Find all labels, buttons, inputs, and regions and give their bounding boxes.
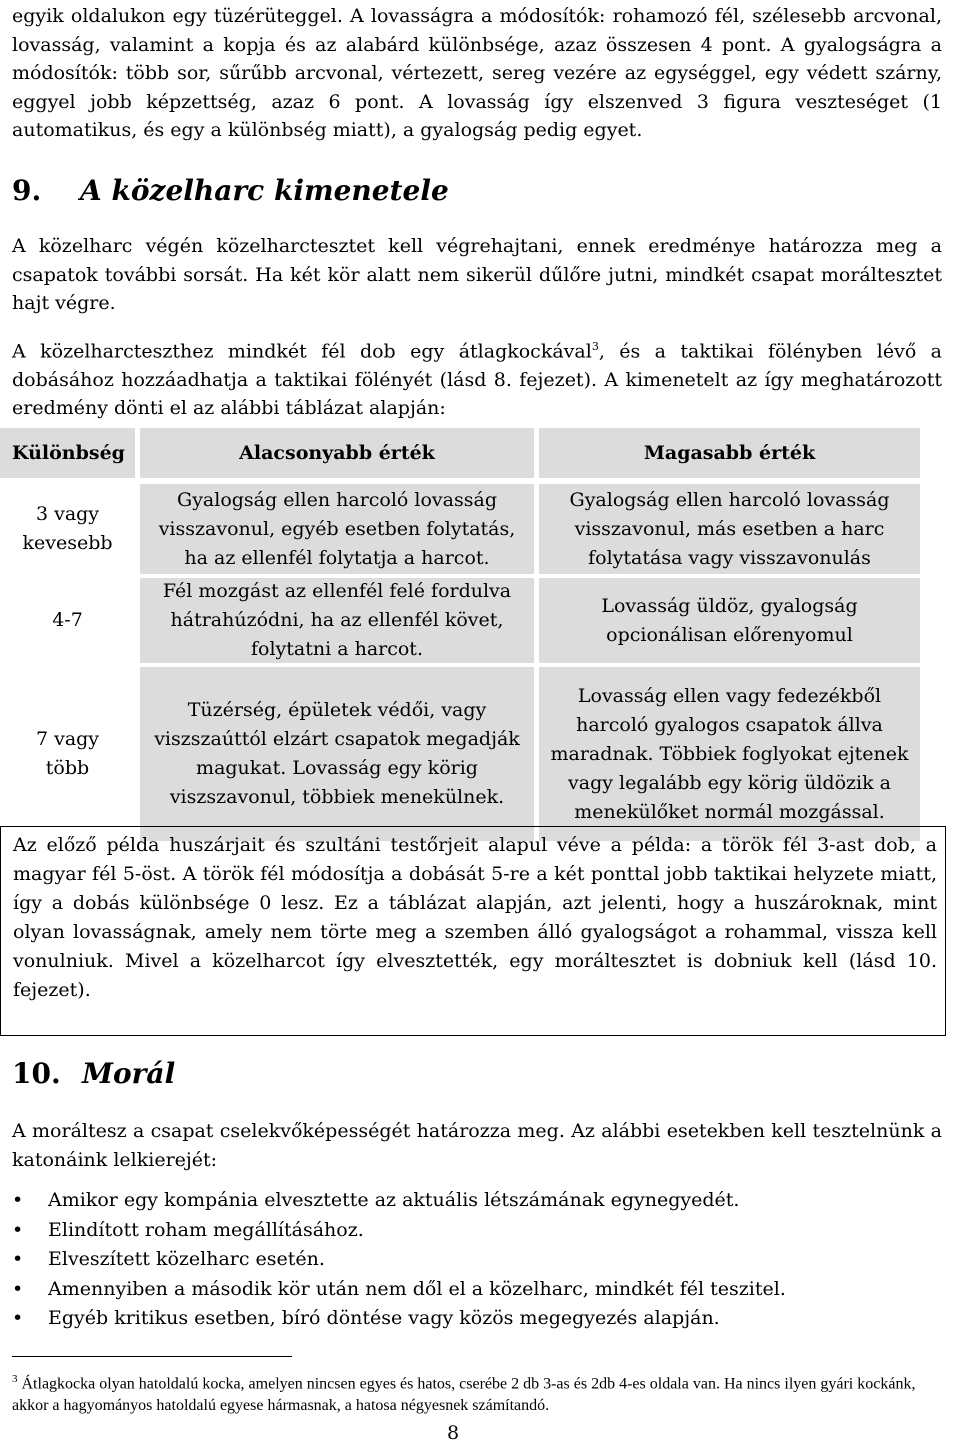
row-2-lower: Fél mozgást az ellenfél felé fordulva hátrahúzódni, ha az ellenfél követ, folytatni a harcot. (140, 578, 534, 663)
list-item-text: Egyéb kritikus esetben, bíró döntése vagy közös megegyezés alapján. (48, 1307, 720, 1329)
list-item (12, 1186, 932, 1216)
section-9-paragraph-1: A közelharc végén közelharctesztet kell végrehajtani, ennek eredménye határozza meg a csapatok további sorsát. Ha két kör alatt nem sikerül dűlőre jutni, mindkét csapat moráltesztet hajt végre. (12, 235, 942, 314)
list-item (12, 1275, 932, 1305)
section-9-number: 9. (12, 174, 42, 207)
intro-paragraph: egyik oldalukon egy tüzérüteggel. A lovasságra a módosítók: rohamozó fél, szélesebb arcvonal, lovasság, valamint a kopja és az alabárd különbsége, azaz összesen 4 pont. A gyalogságra a módosítók: több sor, sűrűbb arcvonal, vértezett, sereg vezére az egységgel, egy védett szárny, eggyel jobb képzettség, azaz 6 pont. A lovasság így elszenved 3 figura veszteséget (1 automatikus, és egy a különbség miatt), a gyalogság pedig egyet. (12, 5, 942, 141)
list-item (12, 1216, 932, 1246)
example-text: Az előző példa huszárjait és szultáni testőrjeit alapul véve a példa: a török fél 3-ast dob, a magyar fél 5-öst. A török fél módosítja a dobását 5-re a két ponttal jobb taktikai helyzete miatt, így a dobás különbsége 0 lesz. Ez a táblázat alapján, azt jelenti, hogy a huszároknak, mint olyan lovasságnak, amely nem törte meg a szemben álló gyalogságot a rohammal, vissza kell vonulniuk. Mivel a közelharcot így elvesztették, egy moráltesztet is dobniuk kell (lásd 10. fejezet). (13, 834, 937, 1001)
bullet-icon: • (12, 1277, 24, 1300)
section-10-number: 10. (12, 1057, 61, 1090)
example-box (0, 826, 946, 1036)
row-1-lower: Gyalogság ellen harcoló lovasság visszavonul, egyéb esetben folytatás, ha az ellenfél folytatja a harcot. (140, 484, 534, 574)
section-9-title: A közelharc kimenetele (80, 174, 449, 207)
header-higher-value: Magasabb érték (539, 428, 920, 478)
row-1-higher: Gyalogság ellen harcoló lovasság visszavonul, más esetben a harc folytatása vagy visszavonulás (539, 484, 920, 574)
list-item (12, 1304, 932, 1334)
row-3-lower: Tüzérség, épületek védői, vagy viszszaúttól elzárt csapatok megadják magukat. Lovasság egy körig viszszavonul, többiek menekülnek. (140, 667, 534, 841)
row-1-difference: 3 vagy kevesebb (0, 484, 135, 574)
section-10-title: Morál (82, 1057, 176, 1090)
bullet-icon: • (12, 1307, 24, 1329)
paragraph-2-end: , és a taktikai fölényben lévő a dobásához hozzáadhatja a taktikai fölényét (lásd 8. fejezet). A kimenetelt az így meghatározott eredmény dönti el az alábbi táblázat alapján: (12, 340, 943, 420)
list-item-text: Elveszített közelharc esetén. (48, 1248, 325, 1270)
bullet-icon: • (12, 1189, 24, 1211)
paragraph-2-start: A közelharcteszthez mindkét fél dob egy átlagkockával (12, 340, 592, 363)
list-item-text: Elindított roham megállításához. (48, 1218, 364, 1241)
row-3-difference: 7 vagy több (0, 667, 135, 841)
footnote-ref: 3 (591, 340, 599, 353)
row-3-higher: Lovasság ellen vagy fedezékből harcoló gyalogos csapatok állva maradnak. Többiek foglyokat ejtenek vagy legalább egy körig üldözik a menekülőket normál mozgással. (539, 667, 920, 841)
section-9-heading (12, 174, 449, 208)
footnote (12, 1368, 942, 1417)
footnote-text: Átlagkocka olyan hatoldalú kocka, amelyen nincsen egyes és hatos, cserébe 2 db 3-as és 2db 4-es oldala van. Ha nincs ilyen gyári kockánk, akkor a hagyományos hatoldalú egyese hármasnak, a hatosa négyesnek számítandó. (12, 1375, 916, 1415)
bullet-icon: • (12, 1218, 24, 1241)
header-lower-value: Alacsonyabb érték (140, 428, 534, 478)
section-9-paragraph-2 (12, 333, 942, 423)
morale-trigger-list (12, 1186, 932, 1334)
list-item (12, 1245, 932, 1275)
row-2-higher: Lovasság üldöz, gyalogság opcionálisan előrenyomul (539, 578, 920, 663)
list-item-text: Amikor egy kompánia elvesztette az aktuális létszámának egynegyedét. (48, 1189, 740, 1211)
bullet-icon: • (12, 1248, 24, 1270)
page-number: 8 (446, 1422, 460, 1444)
footnote-divider (12, 1356, 292, 1357)
header-difference: Különbség (0, 428, 135, 478)
row-2-difference: 4-7 (0, 578, 135, 663)
list-item-text: Amennyiben a második kör után nem dől el a közelharc, mindkét fél teszitel. (48, 1277, 786, 1300)
footnote-mark: 3 (12, 1373, 18, 1385)
section-10-heading (12, 1057, 175, 1091)
section-10-paragraph-1: A moráltesz a csapat cselekvőképességét határozza meg. Az alábbi esetekben kell tesztelnünk a katonáink lelkierejét: (12, 1120, 942, 1171)
